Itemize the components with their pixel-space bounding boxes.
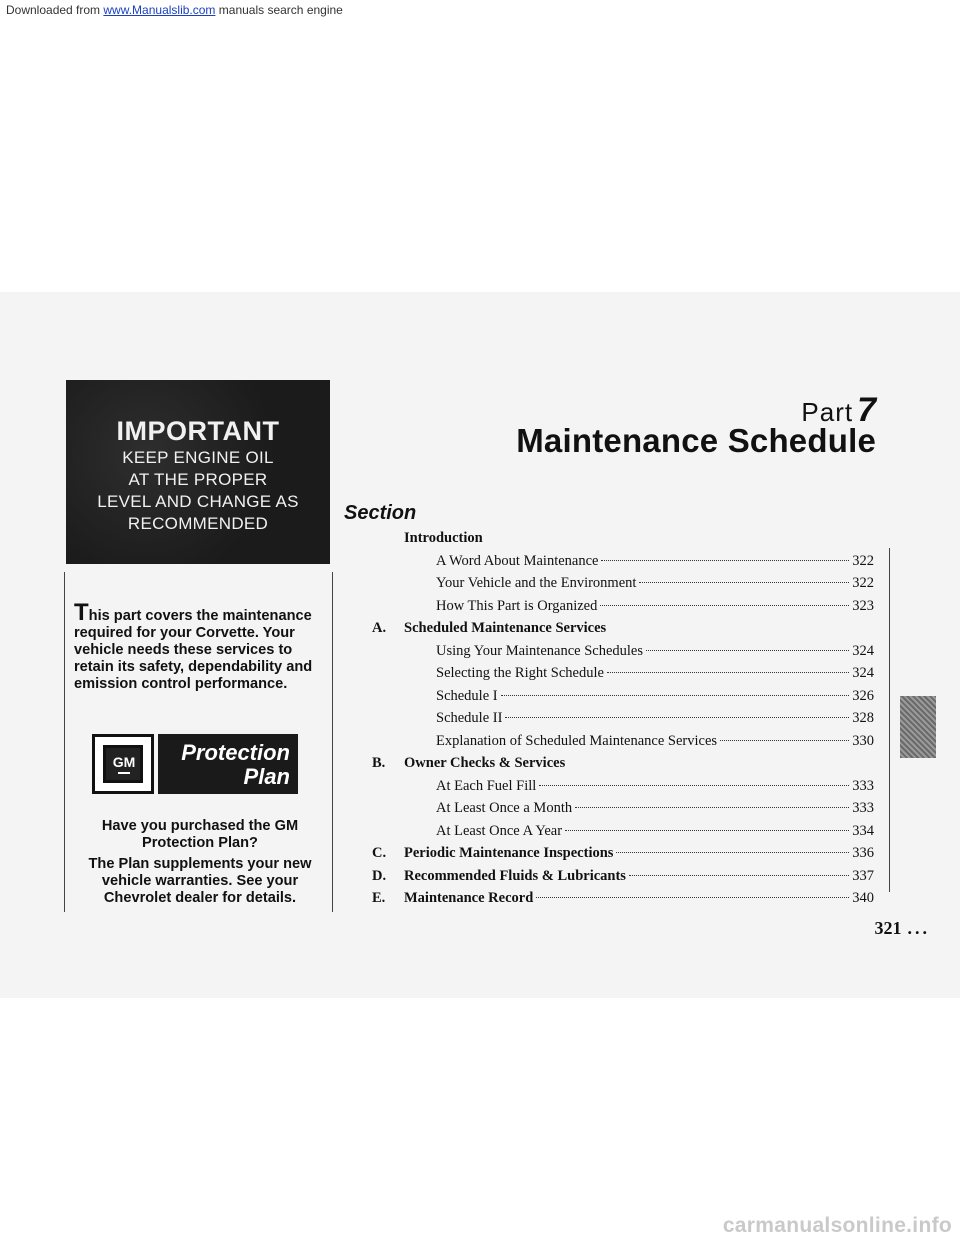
- important-line-1: KEEP ENGINE OIL: [122, 448, 274, 467]
- important-notice-box: [66, 380, 330, 564]
- drop-cap: T: [74, 599, 89, 626]
- part-word: Part: [801, 397, 854, 427]
- important-title: IMPORTANT: [116, 416, 280, 446]
- toc-entry[interactable]: At Least Once a Month 333: [436, 800, 874, 816]
- toc-section-b-heading: B. Owner Checks & Services: [372, 755, 566, 771]
- toc-entry[interactable]: How This Part is Organized 323: [436, 597, 874, 614]
- section-label: Section: [344, 502, 417, 524]
- toc-section-a-heading: A. Scheduled Maintenance Services: [372, 620, 607, 636]
- part-title: Maintenance Schedule: [516, 422, 876, 459]
- important-line-3: LEVEL AND CHANGE AS: [97, 492, 299, 511]
- manualslib-link[interactable]: www.Manualslib.com: [103, 3, 216, 17]
- toc-entry[interactable]: Selecting the Right Schedule 324: [436, 665, 874, 681]
- middle-column-rule: [332, 572, 333, 912]
- table-of-contents: [372, 527, 874, 910]
- section-tab-marker: [900, 696, 936, 758]
- gm-logo-inner: [103, 745, 143, 783]
- gm-logo-underline: [118, 772, 130, 774]
- gm-logo-square: [92, 734, 154, 794]
- intro-body: his part covers the maintenance required for your Corvette. Your vehicle needs these services to retain its safety, dependability and emission control performance.: [74, 608, 313, 692]
- toc-entry[interactable]: At Least Once A Year 334: [436, 822, 874, 839]
- gm-protection-plan-logo: [92, 734, 298, 794]
- important-line-4: RECOMMENDED: [127, 514, 269, 533]
- gm-logo-text: GM: [112, 754, 136, 770]
- page-number-dots: ...: [907, 918, 930, 938]
- intro-paragraph: [74, 599, 326, 693]
- part-number: 7: [857, 391, 876, 429]
- toc-section-e[interactable]: E. Maintenance Record 340: [372, 890, 874, 906]
- plan-line-plan: Plan: [243, 764, 290, 789]
- download-banner: [0, 0, 960, 22]
- toc-entry[interactable]: At Each Fuel Fill 333: [436, 777, 874, 794]
- important-line-2: AT THE PROPER: [128, 470, 268, 489]
- site-watermark: carmanualsonline.info: [722, 1214, 952, 1237]
- gm-plan-answer: The Plan supplements your new vehicle warranties. See your Chevrolet dealer for details.: [88, 856, 312, 906]
- toc-entry[interactable]: Explanation of Scheduled Maintenance Services 330: [436, 732, 874, 749]
- toc-entry[interactable]: A Word About Maintenance 322: [436, 552, 874, 569]
- toc-section-d[interactable]: D. Recommended Fluids & Lubricants 337: [372, 867, 874, 884]
- right-column-rule: [889, 548, 890, 892]
- page-number: 321 ...: [874, 918, 930, 938]
- plan-line-protection: Protection: [181, 740, 290, 765]
- toc-entry[interactable]: Using Your Maintenance Schedules 324: [436, 642, 874, 659]
- toc-intro-heading: Introduction: [404, 530, 483, 546]
- left-column-rule: [64, 572, 65, 912]
- toc-entry[interactable]: Schedule II 328: [436, 710, 874, 726]
- gm-plan-question: Have you purchased the GM Protection Plan?: [101, 818, 299, 851]
- banner-prefix: Downloaded from: [6, 3, 104, 17]
- banner-suffix: manuals search engine: [215, 3, 343, 17]
- toc-entry[interactable]: Your Vehicle and the Environment 322: [436, 575, 874, 591]
- toc-entry[interactable]: Schedule I 326: [436, 687, 874, 704]
- protection-plan-box: [158, 734, 298, 794]
- toc-section-c[interactable]: C. Periodic Maintenance Inspections 336: [372, 845, 874, 861]
